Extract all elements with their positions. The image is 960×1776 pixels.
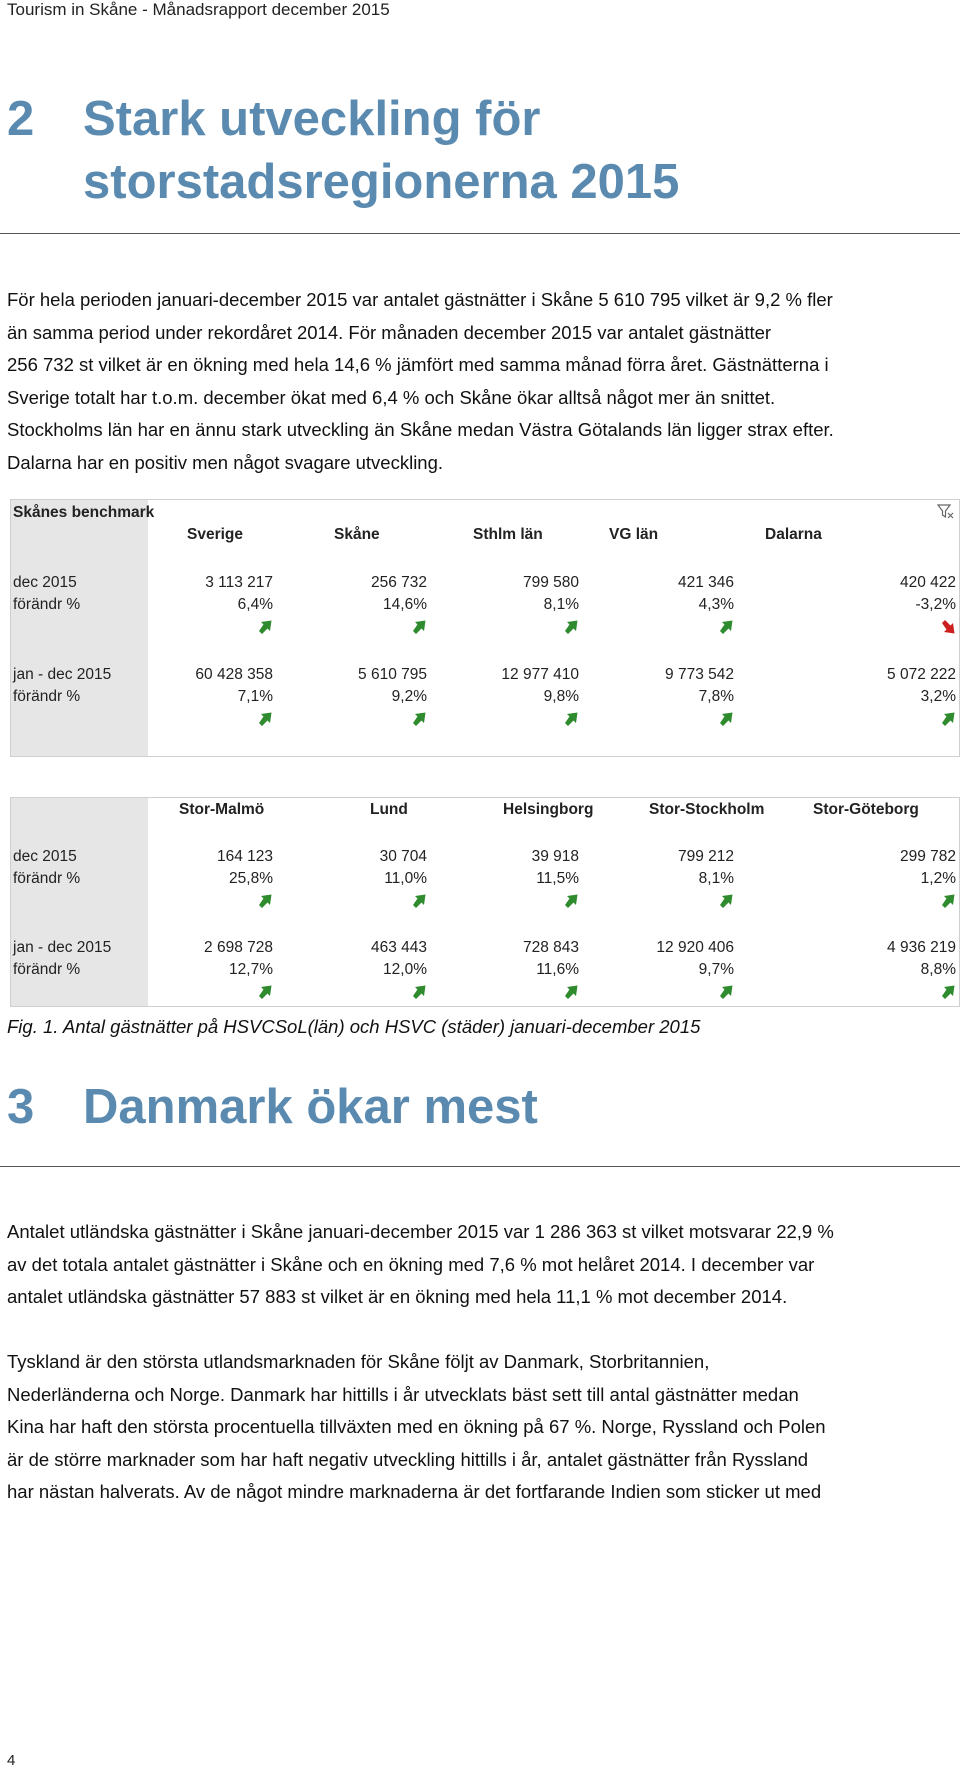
column-header: Lund <box>370 801 408 818</box>
change-percent-value: 11,6% <box>536 961 579 978</box>
change-label: förändr % <box>13 870 81 887</box>
change-percent-value: 7,1% <box>237 688 273 705</box>
change-percent-value: 6,4% <box>237 596 273 613</box>
section-3-paragraph-1: Antalet utländska gästnätter i Skåne januari-december 2015 var 1 286 363 st vilket motsvarar 22,9 % av det totala antalet gästnätter i Skåne och en ökning med 7,6 % mot helåret 2014. I december var antalet utländska gästnätter 57 883 st vilket är en ökning med hela 11,1 % mot december 2014. <box>7 1221 834 1308</box>
benchmark-dashboard <box>10 499 960 757</box>
section-title: Danmark ökar mest <box>83 1080 538 1134</box>
trend-up-arrow-icon <box>411 893 427 909</box>
change-percent-value: 1,2% <box>920 870 956 887</box>
guest-nights-value: 5 072 222 <box>887 666 956 683</box>
section-number: 3 <box>7 1080 35 1134</box>
trend-up-arrow-icon <box>940 893 956 909</box>
column-header: Sverige <box>187 526 244 543</box>
trend-up-arrow-icon <box>718 893 734 909</box>
guest-nights-value: 4 936 219 <box>887 939 956 956</box>
trend-up-arrow-icon <box>411 984 427 1000</box>
trend-up-arrow-icon <box>563 893 579 909</box>
trend-up-arrow-icon <box>940 711 956 727</box>
cities-dashboard <box>10 797 960 1007</box>
change-label: förändr % <box>13 688 81 705</box>
trend-up-arrow-icon <box>563 711 579 727</box>
column-header: Skåne <box>334 526 380 543</box>
trend-up-arrow-icon <box>257 619 273 635</box>
heading-rule <box>0 1166 960 1167</box>
column-header: Helsingborg <box>503 801 594 818</box>
period-label: dec 2015 <box>13 574 77 591</box>
guest-nights-value: 728 843 <box>522 939 579 956</box>
trend-up-arrow-icon <box>718 711 734 727</box>
section-title: Stark utveckling för storstadsregionerna 2015 <box>83 92 680 209</box>
dashboard-label-column <box>11 500 148 756</box>
trend-up-arrow-icon <box>411 711 427 727</box>
trend-down-arrow-icon <box>940 619 956 635</box>
running-header: Tourism in Skåne - Månadsrapport december 2015 <box>7 0 390 19</box>
change-percent-value: 8,1% <box>543 596 579 613</box>
guest-nights-value: 5 610 795 <box>358 666 427 683</box>
column-header: VG län <box>609 526 659 543</box>
guest-nights-value: 164 123 <box>216 848 273 865</box>
trend-up-arrow-icon <box>563 984 579 1000</box>
guest-nights-value: 421 346 <box>677 574 734 591</box>
change-percent-value: 7,8% <box>698 688 734 705</box>
section-3-heading <box>7 1076 783 1139</box>
trend-up-arrow-icon <box>411 619 427 635</box>
page-number: 4 <box>7 1752 16 1769</box>
trend-up-arrow-icon <box>718 619 734 635</box>
change-percent-value: -3,2% <box>915 596 956 613</box>
guest-nights-value: 9 773 542 <box>665 666 734 683</box>
guest-nights-value: 39 918 <box>531 848 579 865</box>
change-label: förändr % <box>13 961 81 978</box>
change-percent-value: 14,6% <box>383 596 427 613</box>
guest-nights-value: 799 580 <box>522 574 579 591</box>
guest-nights-value: 256 732 <box>370 574 427 591</box>
change-percent-value: 12,0% <box>383 961 427 978</box>
guest-nights-value: 60 428 358 <box>195 666 273 683</box>
clear-filter-icon[interactable] <box>937 504 955 520</box>
change-label: förändr % <box>13 596 81 613</box>
column-header: Stor-Stockholm <box>649 801 765 818</box>
figure-caption: Fig. 1. Antal gästnätter på HSVCSoL(län) och HSVC (städer) januari-december 2015 <box>7 1016 701 1037</box>
guest-nights-value: 299 782 <box>899 848 956 865</box>
section-2-heading <box>7 88 783 214</box>
change-percent-value: 8,8% <box>920 961 956 978</box>
change-percent-value: 8,1% <box>698 870 734 887</box>
change-percent-value: 4,3% <box>698 596 734 613</box>
guest-nights-value: 3 113 217 <box>205 574 273 591</box>
section-2-paragraph: För hela perioden januari-december 2015 var antalet gästnätter i Skåne 5 610 795 vilket är 9,2 % fler än samma period under rekordåret 2014. För månaden december 2015 var antalet gästnätter 256 732 st vilket är en ökning med hela 14,6 % jämfört med samma månad förra året. Gästnätterna i Sverige totalt har t.o.m. december ökat med 6,4 % och Skåne ökar alltså något mer än snittet. Stockholms län har en ännu stark utveckling än Skåne medan Västra Götalands län ligger strax efter. Dalarna har en positiv men något svagare utveckling. <box>7 289 834 473</box>
trend-up-arrow-icon <box>718 984 734 1000</box>
change-percent-value: 25,8% <box>229 870 273 887</box>
guest-nights-value: 799 212 <box>677 848 734 865</box>
section-number: 2 <box>7 92 35 146</box>
change-percent-value: 11,5% <box>536 870 579 887</box>
change-percent-value: 9,7% <box>698 961 734 978</box>
trend-up-arrow-icon <box>940 984 956 1000</box>
guest-nights-value: 12 977 410 <box>501 666 579 683</box>
guest-nights-value: 463 443 <box>370 939 427 956</box>
change-percent-value: 9,8% <box>543 688 579 705</box>
change-percent-value: 3,2% <box>920 688 956 705</box>
change-percent-value: 12,7% <box>229 961 273 978</box>
guest-nights-value: 12 920 406 <box>656 939 734 956</box>
period-label: jan - dec 2015 <box>13 939 112 956</box>
trend-up-arrow-icon <box>257 984 273 1000</box>
guest-nights-value: 420 422 <box>899 574 956 591</box>
change-percent-value: 11,0% <box>384 870 427 887</box>
section-3-paragraph-2: Tyskland är den största utlandsmarknaden för Skåne följt av Danmark, Storbritannien, Nederländerna och Norge. Danmark har hittills i år utvecklats bäst sett till antal gästnätter medan Kina har haft den största procentuella tillväxten med en ökning på 67 %. Norge, Ryssland och Polen är de större marknader som har haft negativ utveckling hittills i år, antalet gästnätter från Ryssland har nästan halverats. Av de något mindre marknaderna är det fortfarande Indien som sticker ut med <box>7 1351 826 1503</box>
trend-up-arrow-icon <box>563 619 579 635</box>
column-header: Sthlm län <box>473 526 543 543</box>
trend-up-arrow-icon <box>257 893 273 909</box>
column-header: Dalarna <box>765 526 822 543</box>
trend-up-arrow-icon <box>257 711 273 727</box>
change-percent-value: 9,2% <box>391 688 427 705</box>
period-label: jan - dec 2015 <box>13 666 112 683</box>
column-header: Stor-Göteborg <box>813 801 919 818</box>
column-header: Stor-Malmö <box>179 801 265 818</box>
guest-nights-value: 2 698 728 <box>204 939 273 956</box>
period-label: dec 2015 <box>13 848 77 865</box>
heading-rule <box>0 233 960 234</box>
dashboard-title: Skånes benchmark <box>13 504 155 521</box>
guest-nights-value: 30 704 <box>379 848 427 865</box>
